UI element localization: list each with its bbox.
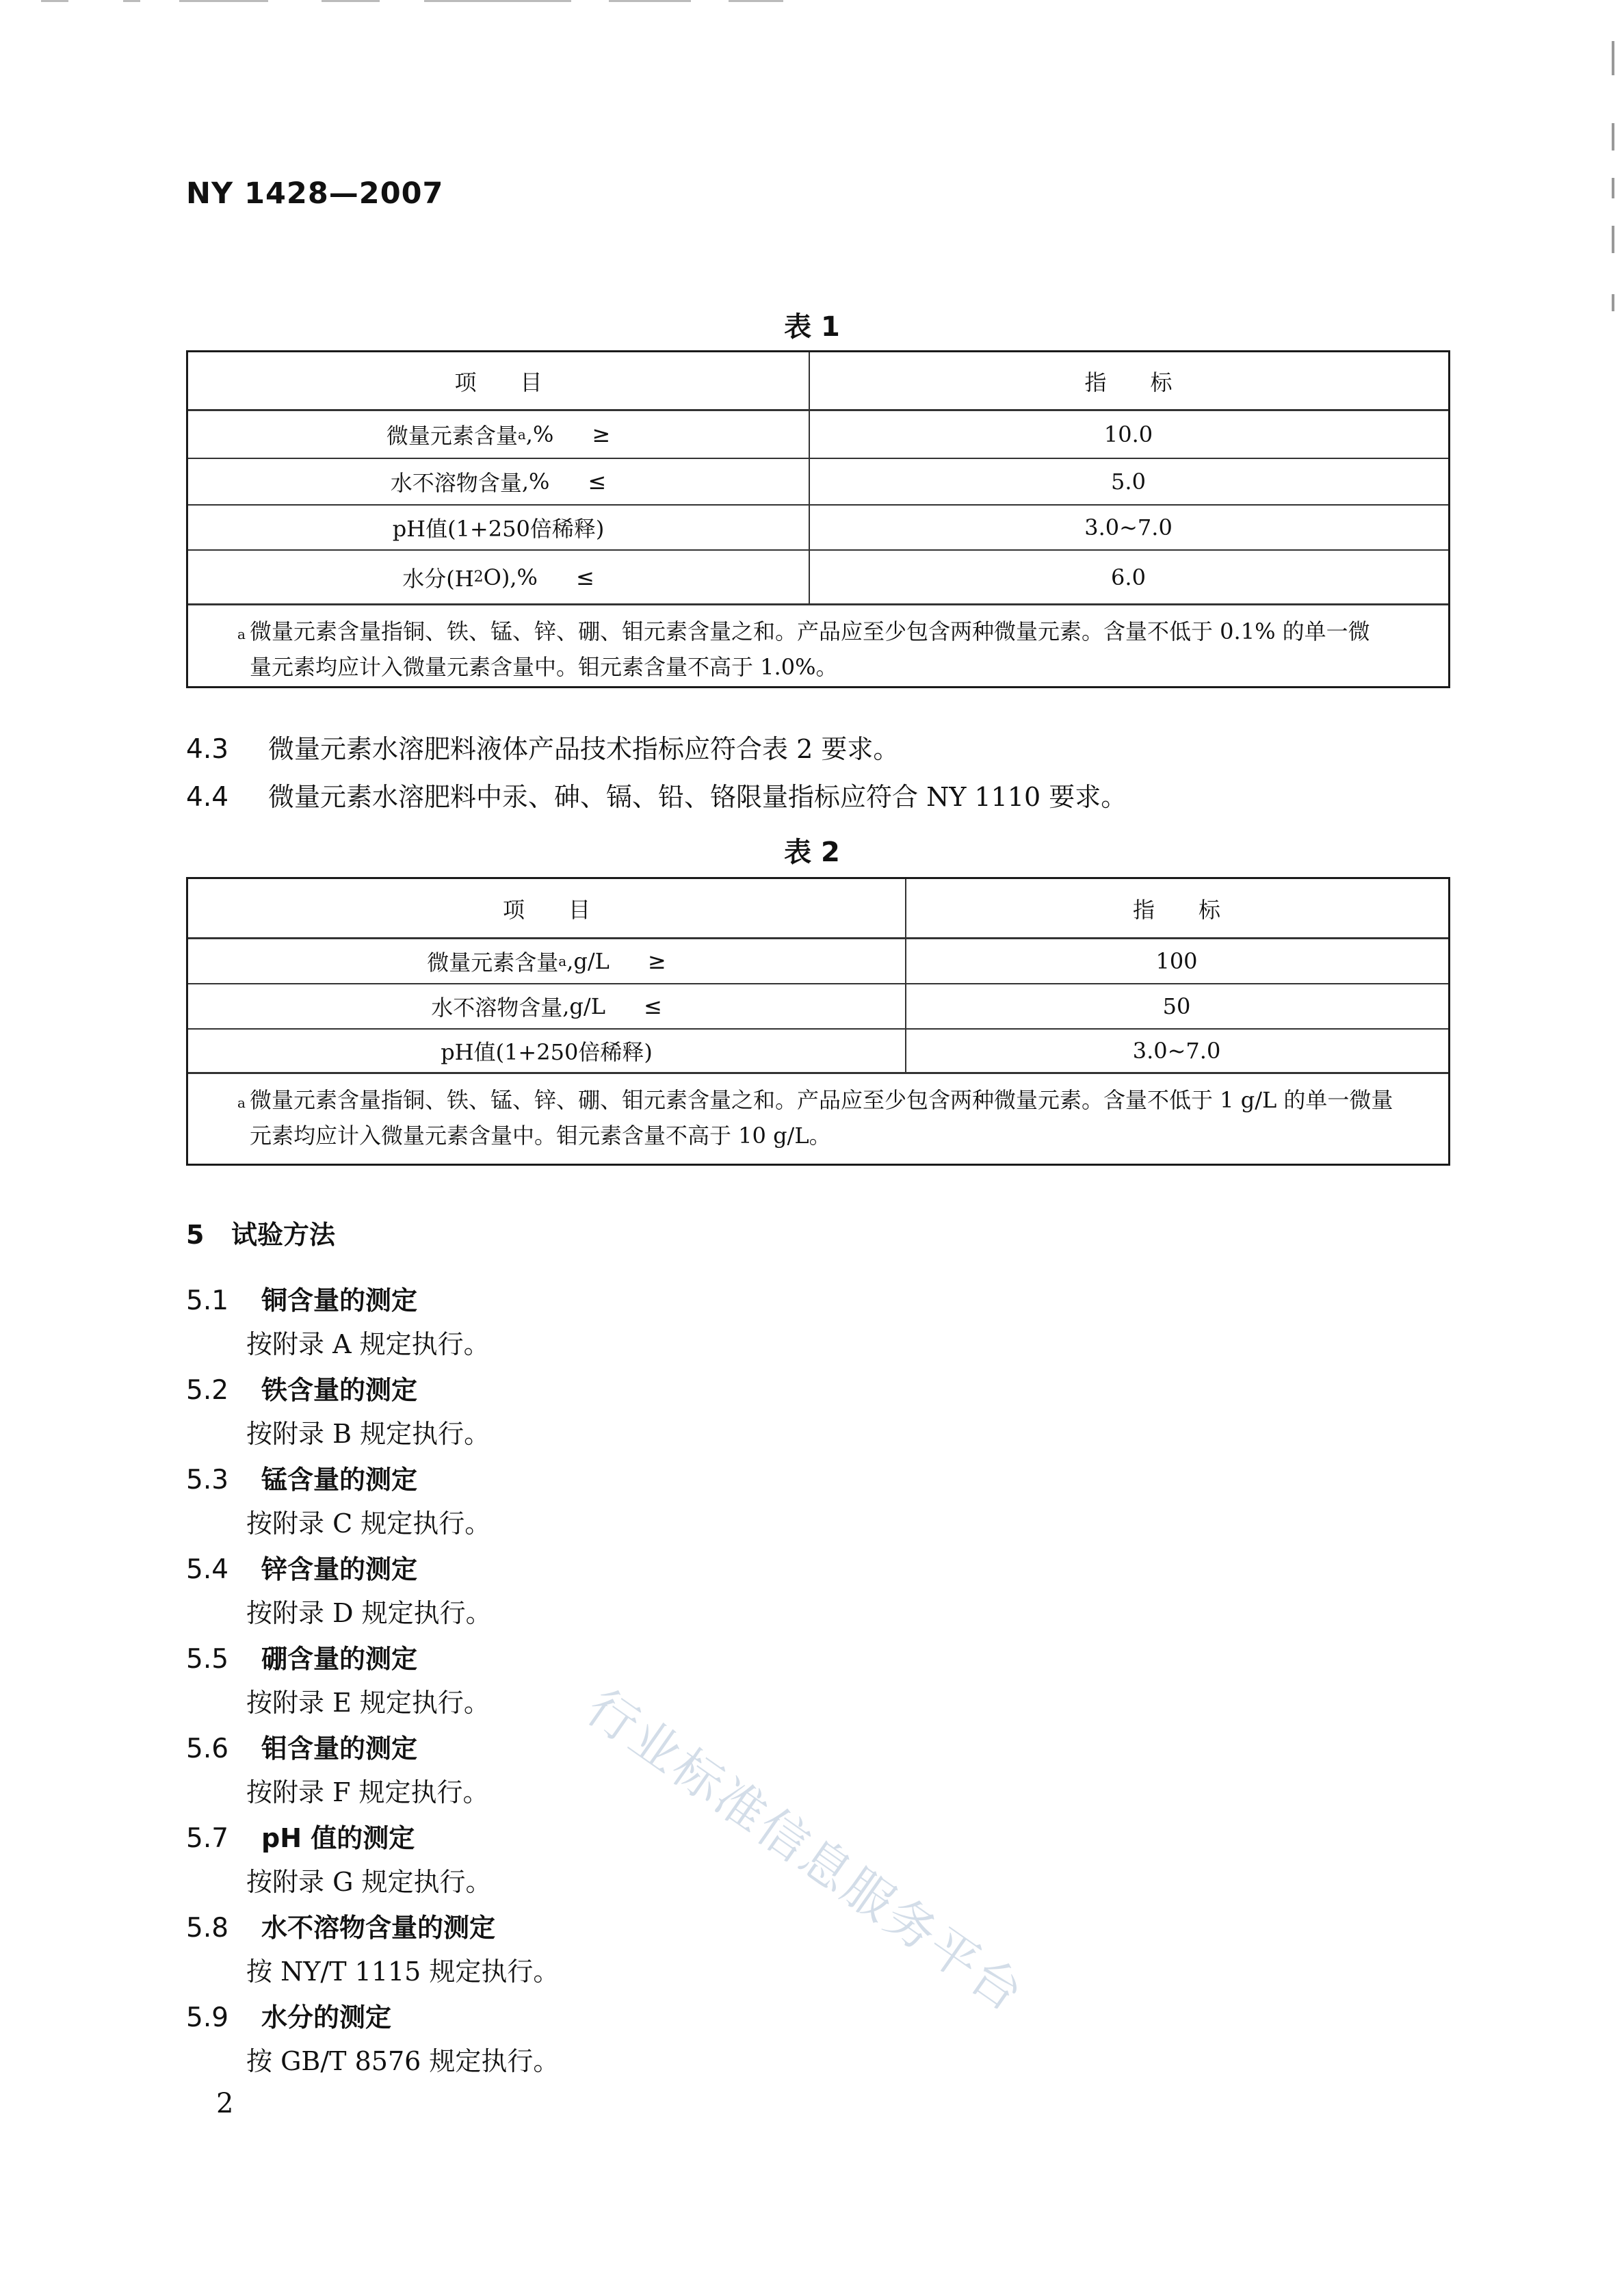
section-number: 5 (186, 1220, 205, 1250)
clause-number: 4.4 (186, 782, 229, 813)
clause-number: 5.6 (186, 1734, 229, 1764)
scan-artifact (424, 0, 571, 2)
clause-number: 5.1 (186, 1285, 229, 1316)
table-cell-value: 3.0~7.0 (1132, 1038, 1221, 1064)
scan-artifact (322, 0, 380, 2)
table1-header-value: 指 标 (1084, 369, 1173, 395)
document-id: NY 1428—2007 (186, 176, 444, 211)
clause-number: 5.2 (186, 1375, 229, 1406)
clause-heading (186, 1817, 415, 1855)
table-cell-item: pH值(1+250倍稀释) (392, 516, 605, 542)
table-row (188, 411, 1448, 459)
clause-body: 按附录 B 规定执行。 (246, 1419, 490, 1449)
item-unit: ,g/L (566, 948, 610, 974)
item-unit: ,% (525, 421, 554, 447)
comparison-symbol: ≥ (647, 948, 666, 974)
table-row (188, 1030, 1448, 1074)
scan-artifact (1612, 41, 1614, 75)
clause-number: 5.4 (186, 1554, 229, 1585)
clause-number: 5.3 (186, 1465, 229, 1495)
item-label: 水不溶物含量 (390, 470, 522, 496)
section-heading (186, 1214, 335, 1251)
table-cell-value: 5.0 (1111, 469, 1146, 495)
footnote-line: 元素均应计入微量元素含量中。钼元素含量不高于 10 g/L。 (250, 1123, 831, 1149)
scan-artifact (729, 0, 783, 2)
clause-body: 按 NY/T 1115 规定执行。 (246, 1957, 560, 1987)
clause-title: 铁含量的测定 (261, 1375, 418, 1405)
clause-body: 按附录 C 规定执行。 (246, 1508, 491, 1539)
table-cell-item (188, 984, 905, 1028)
clause-body: 按附录 E 规定执行。 (246, 1688, 490, 1718)
table-cell-value: 6.0 (1111, 564, 1146, 590)
clause-text: 微量元素水溶肥料中汞、砷、镉、铅、铬限量指标应符合 NY 1110 要求。 (268, 782, 1127, 812)
table1-footnote (188, 605, 1448, 686)
table-cell-item: 微量元素含量 a ,% ≥ (188, 411, 809, 458)
table-cell-item: 水分(H 2 O) ,% ≤ (188, 551, 809, 603)
clause-title: 水分的测定 (261, 2002, 392, 2032)
page-number: 2 (216, 2088, 234, 2119)
table-cell-item: pH值(1+250倍稀释) (441, 1039, 653, 1065)
table1-header-row (188, 352, 1448, 411)
table-row (188, 506, 1448, 551)
clause-heading (186, 1638, 417, 1675)
footnote-line: 微量元素含量指铜、铁、锰、锌、硼、钼元素含量之和。产品应至少包含两种微量元素。含量不低于 0.1% 的单一微 (250, 618, 1370, 644)
table-cell-value: 100 (1155, 948, 1198, 974)
clause-text: 微量元素水溶肥料液体产品技术指标应符合表 2 要求。 (268, 734, 900, 764)
comparison-symbol: ≤ (575, 564, 594, 590)
scan-artifact (41, 0, 68, 2)
table2 (186, 877, 1450, 1166)
table-cell-item: 微量元素含量 a ,g/L ≥ (188, 939, 905, 983)
clause-4-4 (186, 784, 1127, 811)
table1-title: 表 1 (784, 311, 840, 343)
table-cell-value: 10.0 (1103, 421, 1153, 447)
clause-heading (186, 1996, 391, 2034)
clause-title: 铜含量的测定 (261, 1285, 418, 1316)
scan-artifact (609, 0, 691, 2)
table-row (188, 459, 1448, 506)
footnote-mark: a (237, 626, 246, 642)
comparison-symbol: ≥ (592, 421, 611, 447)
table-cell-value: 50 (1162, 993, 1191, 1019)
table2-title: 表 2 (784, 837, 840, 868)
table1 (186, 350, 1450, 688)
table-cell-item (188, 459, 809, 504)
table-row (188, 939, 1448, 984)
table-row (188, 551, 1448, 605)
clause-heading (186, 1727, 417, 1765)
clause-heading (186, 1548, 417, 1586)
scan-artifact (1612, 178, 1614, 198)
clause-title: 锰含量的测定 (261, 1465, 418, 1495)
table1-header-item: 项 目 (454, 369, 542, 395)
clause-body: 按附录 D 规定执行。 (246, 1598, 492, 1628)
table-row (188, 984, 1448, 1030)
clause-heading (186, 1369, 417, 1407)
clause-title: 钼含量的测定 (261, 1734, 418, 1764)
clause-number: 5.7 (186, 1823, 229, 1854)
scan-artifact (123, 0, 140, 2)
watermark: 行业标准信息服务平台 (576, 1678, 1036, 2024)
clause-body: 按附录 F 规定执行。 (246, 1777, 489, 1807)
clause-heading (186, 1459, 417, 1496)
scan-artifact (179, 0, 268, 2)
clause-body: 按 GB/T 8576 规定执行。 (246, 2046, 560, 2076)
clause-title: 硼含量的测定 (261, 1644, 418, 1674)
scan-artifact (1612, 123, 1614, 151)
item-label: 微量元素含量 (427, 950, 559, 976)
section-title: 试验方法 (231, 1220, 336, 1250)
item-label-tail: O) (483, 564, 510, 590)
clause-title: 锌含量的测定 (261, 1554, 418, 1584)
footnote-line: 量元素均应计入微量元素含量中。钼元素含量不高于 1.0%。 (250, 654, 838, 680)
table2-header-value: 指 标 (1132, 896, 1220, 923)
item-label: 水不溶物含量 (431, 995, 563, 1021)
clause-title: pH 值的测定 (261, 1823, 415, 1853)
comparison-symbol: ≤ (643, 993, 662, 1019)
table2-footnote (188, 1074, 1448, 1164)
scan-artifact (1612, 294, 1614, 311)
item-unit: ,% (521, 469, 550, 495)
item-unit: ,g/L (562, 993, 605, 1019)
clause-4-3 (186, 736, 899, 763)
table2-header-item: 项 目 (502, 896, 590, 923)
table2-header-row (188, 879, 1448, 939)
clause-number: 5.5 (186, 1644, 229, 1675)
clause-body: 按附录 A 规定执行。 (246, 1329, 490, 1359)
footnote-line: 微量元素含量指铜、铁、锰、锌、硼、钼元素含量之和。产品应至少包含两种微量元素。含量不低于 1 g/L 的单一微量 (250, 1087, 1393, 1113)
footnote-mark: a (237, 1095, 246, 1111)
clause-number: 5.9 (186, 2002, 229, 2033)
item-unit: ,% (510, 564, 538, 590)
comparison-symbol: ≤ (588, 469, 607, 495)
clause-heading (186, 1907, 495, 1944)
table-cell-value: 3.0~7.0 (1084, 514, 1173, 540)
item-label: 微量元素含量 (386, 423, 518, 449)
clause-body: 按附录 G 规定执行。 (246, 1867, 492, 1897)
clause-heading (186, 1279, 417, 1317)
scan-artifact (1612, 226, 1614, 253)
clause-number: 4.3 (186, 734, 229, 765)
clause-number: 5.8 (186, 1913, 229, 1944)
item-label: 水分(H (402, 565, 474, 592)
clause-title: 水不溶物含量的测定 (261, 1913, 496, 1943)
